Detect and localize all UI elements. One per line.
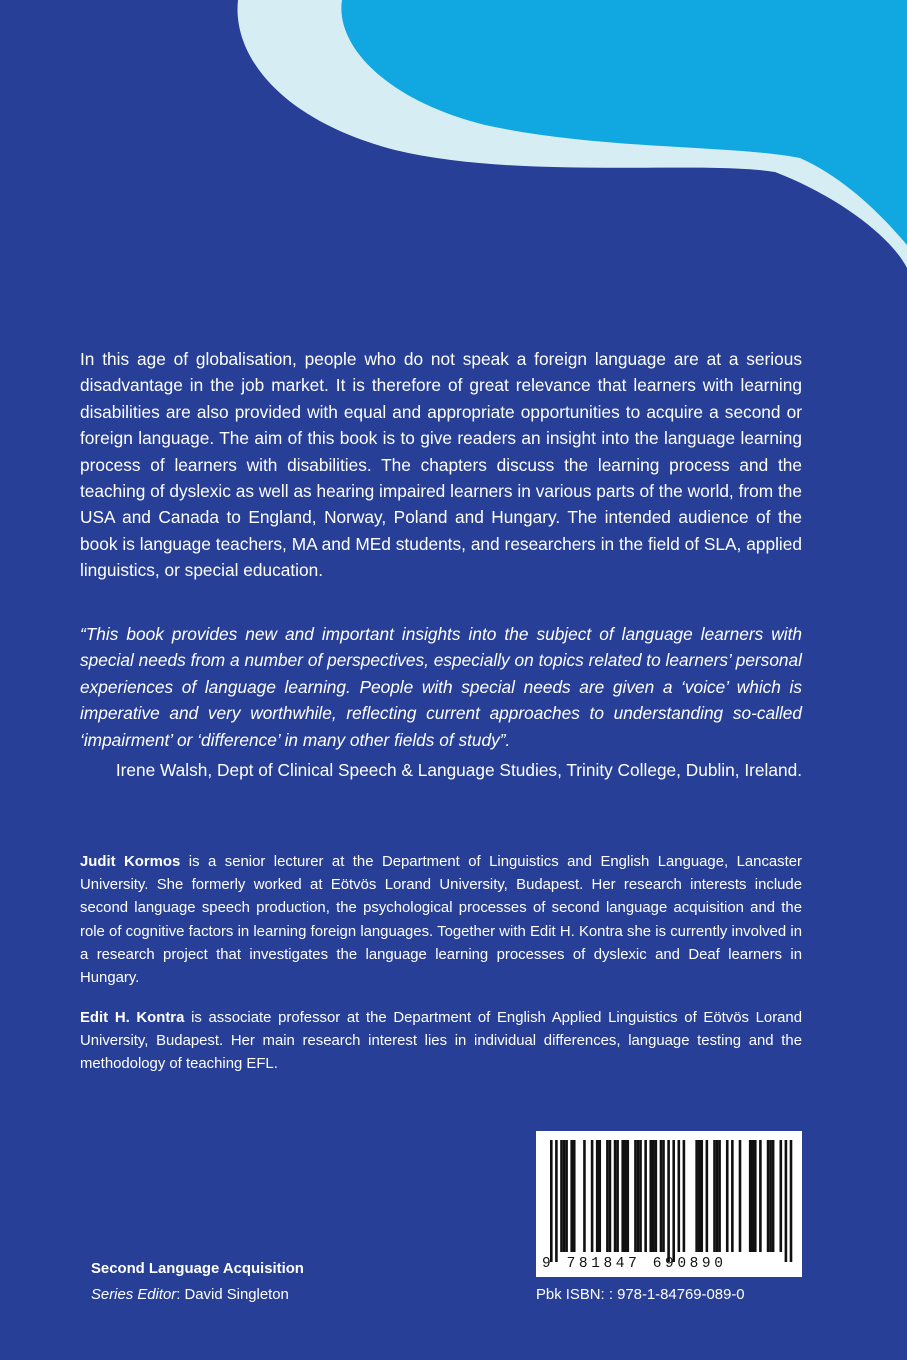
- barcode-bar: [662, 1140, 665, 1252]
- speech-bubble-graphic: [0, 0, 907, 300]
- barcode-bar: [563, 1140, 566, 1252]
- book-description: In this age of globalisation, people who do not speak a foreign language are at a serious disadvantage in the job market. It is therefore of great relevance that learners with learning disabilities are also provided with equal and appropriate opportunities to acquire a second or foreign language. The aim of this book is to give readers an insight into the language learning process of learners with disabilities. The chapters discuss the learning process and the teaching of dyslexic as well as hearing impaired learners in various parts of the world, from the USA and Canada to England, Norway, Poland and Hungary. The intended audience of the book is language teachers, MA and MEd students, and researchers in the field of SLA, applied linguistics, or special education.: [80, 349, 802, 581]
- barcode-bar: [621, 1140, 624, 1252]
- barcode-bar: [698, 1140, 701, 1252]
- series-editor: [91, 1285, 289, 1305]
- author-bio-kormos: [80, 851, 802, 990]
- author-name: Edit H. Kontra: [80, 1010, 185, 1026]
- barcode-bar: [591, 1140, 594, 1252]
- barcode-bar: [726, 1140, 729, 1252]
- barcode-bar: [616, 1140, 619, 1252]
- series-editor-label: Series Editor: [91, 1287, 177, 1303]
- endorsement-attribution: Irene Walsh, Dept of Clinical Speech & Language Studies, Trinity College, Dublin, Ireland.: [115, 760, 802, 780]
- barcode-digits: 9 781847 690890: [542, 1256, 727, 1272]
- barcode-bar: [644, 1140, 647, 1252]
- barcode-bar: [560, 1140, 563, 1252]
- barcode-bar: [550, 1140, 553, 1262]
- barcode-bar: [749, 1140, 752, 1252]
- barcode: [536, 1131, 802, 1277]
- barcode-bar: [627, 1140, 630, 1252]
- barcode-bar: [598, 1140, 601, 1252]
- barcode-bar: [667, 1140, 670, 1262]
- barcode-bar: [767, 1140, 770, 1252]
- barcode-bar: [609, 1140, 612, 1252]
- barcode-bar: [660, 1140, 663, 1252]
- barcode-bar: [672, 1140, 675, 1262]
- barcode-bar: [637, 1140, 640, 1252]
- endorsement-quote: “This book provides new and important insights into the subject of language learners with special needs from a number of perspectives, especially on topics related to learners’ personal experiences of language learning. People with special needs are given a ‘voice’ which is imperative and very worthwhile, reflecting current approaches to understanding so-called ‘impairment’ or ‘difference’ in many other fields of study”.: [80, 624, 802, 750]
- barcode-bar: [624, 1140, 627, 1252]
- barcode-bar: [683, 1140, 686, 1252]
- barcode-bar: [678, 1140, 681, 1252]
- barcode-bar: [790, 1140, 793, 1262]
- barcode-bar: [713, 1140, 716, 1252]
- barcode-bar: [695, 1140, 698, 1252]
- barcode-bar: [731, 1140, 734, 1252]
- barcode-bar: [759, 1140, 762, 1252]
- barcode-bar: [718, 1140, 721, 1252]
- barcode-bar: [751, 1140, 754, 1252]
- series-title: Second Language Acquisition: [91, 1261, 304, 1277]
- barcode-bar: [596, 1140, 599, 1252]
- barcode-bar: [780, 1140, 783, 1252]
- author-name: Judit Kormos: [80, 854, 181, 870]
- barcode-bar: [655, 1140, 658, 1252]
- barcode-bar: [716, 1140, 719, 1252]
- barcode-bar: [639, 1140, 642, 1252]
- barcode-bar: [555, 1140, 558, 1262]
- isbn-number: Pbk ISBN: : 978-1-84769-089-0: [536, 1287, 745, 1303]
- barcode-bar: [652, 1140, 655, 1252]
- barcode-bar: [754, 1140, 757, 1252]
- series-editor-name: : David Singleton: [176, 1287, 289, 1303]
- barcode-bar: [769, 1140, 772, 1252]
- barcode-bar: [634, 1140, 637, 1252]
- barcode-bar: [700, 1140, 703, 1252]
- barcode-bar: [570, 1140, 573, 1252]
- barcode-bar: [606, 1140, 609, 1252]
- barcode-bar: [772, 1140, 775, 1252]
- barcode-bar: [706, 1140, 709, 1252]
- barcode-bar: [583, 1140, 586, 1252]
- author-bio-kontra: [80, 1007, 802, 1077]
- author-bio-text: is a senior lecturer at the Department of Linguistics and English Language, Lancaster University. She formerly worked at Eötvös Lorand University, Budapest. Her research interests include second language speech production, the psychological processes of second language acquisition and the role of cognitive factors in learning foreign languages. Together with Edit H. Kontra she is currently involved in a research project that investigates the language learning processes of dyslexic and Deaf learners in Hungary.: [80, 854, 803, 987]
- barcode-bar: [739, 1140, 742, 1252]
- barcode-bar: [573, 1140, 576, 1252]
- barcode-bar: [565, 1140, 568, 1252]
- barcode-bar: [785, 1140, 788, 1262]
- barcode-bar: [614, 1140, 617, 1252]
- author-bio-text: is associate professor at the Department of English Applied Linguistics of Eötvös Lorand University, Budapest. Her main research interest lies in individual differences, language testing and the methodology of teaching EFL.: [80, 1010, 802, 1073]
- barcode-bar: [649, 1140, 652, 1252]
